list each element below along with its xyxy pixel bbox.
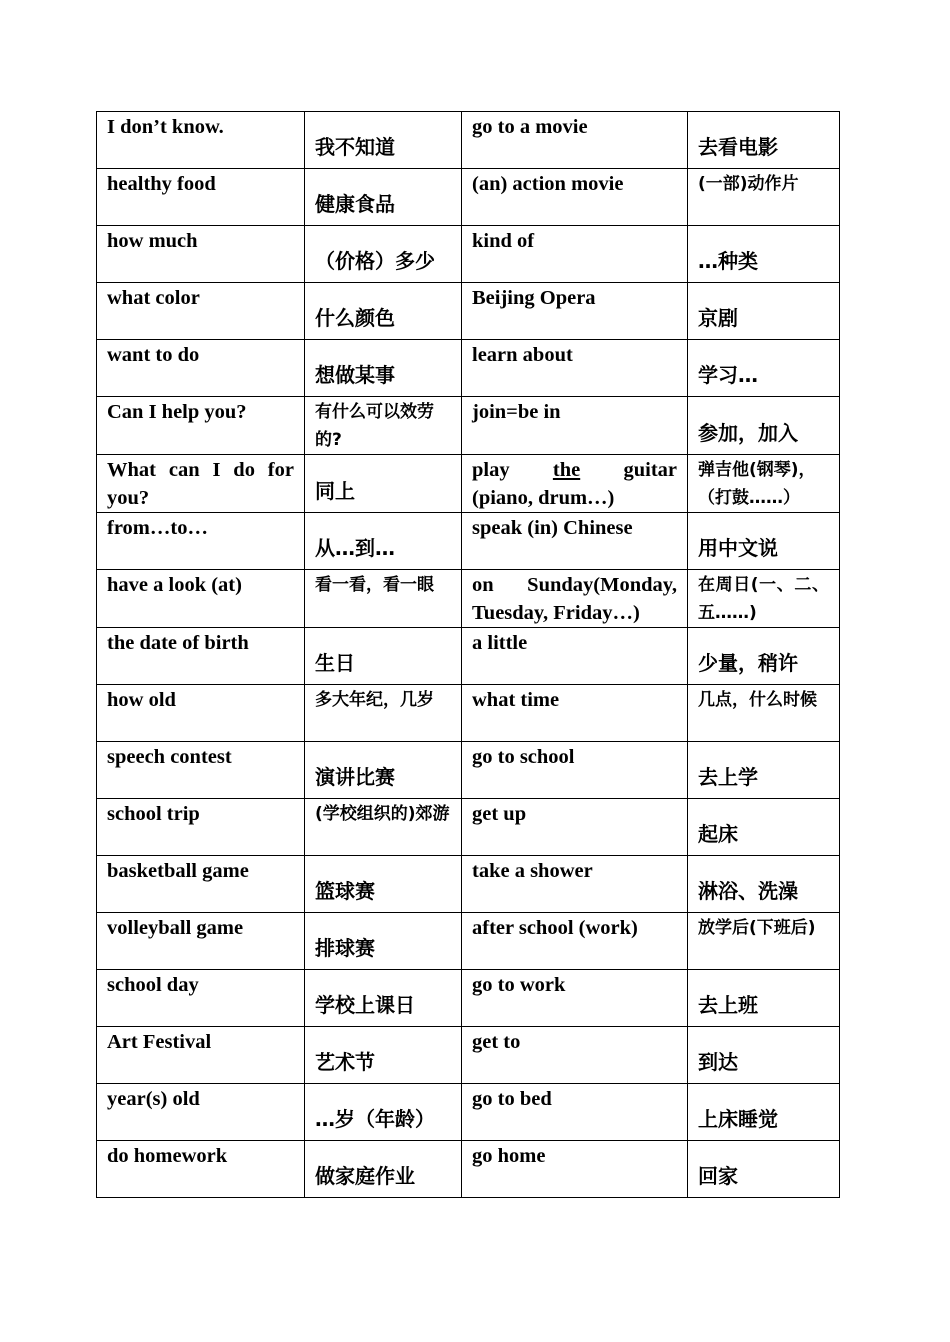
- english-phrase: take a shower: [462, 856, 688, 913]
- table-row: [97, 1141, 840, 1198]
- table-row: [97, 685, 840, 742]
- english-phrase: go to work: [462, 970, 688, 1027]
- chinese-meaning: 学习…: [688, 340, 840, 397]
- english-phrase: volleyball game: [97, 913, 305, 970]
- english-phrase-line: you?: [107, 487, 150, 509]
- english-phrase-line: [472, 456, 677, 484]
- table-row: [97, 455, 840, 513]
- english-phrase: do homework: [97, 1141, 305, 1198]
- chinese-meaning: 健康食品: [305, 169, 462, 226]
- english-phrase: what color: [97, 283, 305, 340]
- english-phrase: [462, 455, 688, 513]
- chinese-meaning: 回家: [688, 1141, 840, 1198]
- chinese-meaning: 去看电影: [688, 112, 840, 169]
- chinese-meaning: 篮球赛: [305, 856, 462, 913]
- chinese-meaning: 学校上课日: [305, 970, 462, 1027]
- chinese-meaning: 淋浴、洗澡: [688, 856, 840, 913]
- english-phrase: Can I help you?: [97, 397, 305, 455]
- english-phrase: what time: [462, 685, 688, 742]
- english-phrase: go to bed: [462, 1084, 688, 1141]
- chinese-meaning: 用中文说: [688, 513, 840, 570]
- table-row: [97, 799, 840, 856]
- english-phrase: have a look (at): [97, 570, 305, 628]
- table-row: [97, 970, 840, 1027]
- english-phrase: (an) action movie: [462, 169, 688, 226]
- table-row: [97, 283, 840, 340]
- english-phrase: school day: [97, 970, 305, 1027]
- table-row: [97, 570, 840, 628]
- chinese-meaning: 做家庭作业: [305, 1141, 462, 1198]
- chinese-meaning: 什么颜色: [305, 283, 462, 340]
- english-phrase-line: on Sunday(Monday,: [472, 574, 677, 596]
- english-phrase: learn about: [462, 340, 688, 397]
- english-phrase: year(s) old: [97, 1084, 305, 1141]
- chinese-meaning: 上床睡觉: [688, 1084, 840, 1141]
- english-phrase: [97, 455, 305, 513]
- english-phrase: the date of birth: [97, 628, 305, 685]
- chinese-meaning: (学校组织的)郊游: [305, 799, 462, 856]
- chinese-meaning: 起床: [688, 799, 840, 856]
- chinese-meaning: 在周日(一、二、五……): [688, 570, 840, 628]
- english-phrase: a little: [462, 628, 688, 685]
- english-phrase: speech contest: [97, 742, 305, 799]
- english-phrase: Art Festival: [97, 1027, 305, 1084]
- chinese-meaning: …岁（年龄）: [305, 1084, 462, 1141]
- chinese-meaning: (一部)动作片: [688, 169, 840, 226]
- chinese-meaning: 艺术节: [305, 1027, 462, 1084]
- chinese-meaning: …种类: [688, 226, 840, 283]
- english-phrase: get up: [462, 799, 688, 856]
- chinese-meaning: 我不知道: [305, 112, 462, 169]
- chinese-meaning: 排球赛: [305, 913, 462, 970]
- english-phrase-line: (piano, drum…): [472, 487, 615, 509]
- english-phrase: school trip: [97, 799, 305, 856]
- english-phrase: I don’t know.: [97, 112, 305, 169]
- chinese-meaning: 演讲比赛: [305, 742, 462, 799]
- english-phrase: [462, 570, 688, 628]
- chinese-meaning: 放学后(下班后): [688, 913, 840, 970]
- table-row: [97, 1027, 840, 1084]
- english-phrase: go to a movie: [462, 112, 688, 169]
- english-phrase: want to do: [97, 340, 305, 397]
- table-row: [97, 742, 840, 799]
- english-phrase: basketball game: [97, 856, 305, 913]
- table-row: [97, 856, 840, 913]
- chinese-meaning: 几点，什么时候: [688, 685, 840, 742]
- english-phrase-line: Tuesday, Friday…): [472, 602, 640, 624]
- english-phrase: healthy food: [97, 169, 305, 226]
- english-phrase: go home: [462, 1141, 688, 1198]
- chinese-meaning: 去上学: [688, 742, 840, 799]
- chinese-meaning: 少量，稍许: [688, 628, 840, 685]
- table-row: [97, 112, 840, 169]
- english-phrase: how much: [97, 226, 305, 283]
- table-row: [97, 1084, 840, 1141]
- english-phrase: kind of: [462, 226, 688, 283]
- english-phrase: from…to…: [97, 513, 305, 570]
- table-row: [97, 169, 840, 226]
- vocabulary-table: [96, 111, 840, 1198]
- chinese-meaning: （价格）多少: [305, 226, 462, 283]
- table-row: [97, 397, 840, 455]
- english-phrase: Beijing Opera: [462, 283, 688, 340]
- chinese-meaning: 弹吉他(钢琴)，（打鼓……）: [688, 455, 840, 513]
- table-row: [97, 913, 840, 970]
- table-row: [97, 513, 840, 570]
- underlined-word: the: [552, 459, 581, 481]
- chinese-meaning: 有什么可以效劳的?: [305, 397, 462, 455]
- english-phrase: speak (in) Chinese: [462, 513, 688, 570]
- table-row: [97, 226, 840, 283]
- english-phrase: get to: [462, 1027, 688, 1084]
- table-row: [97, 340, 840, 397]
- chinese-meaning: 去上班: [688, 970, 840, 1027]
- chinese-meaning: 参加，加入: [688, 397, 840, 455]
- table-row: [97, 628, 840, 685]
- chinese-meaning: 到达: [688, 1027, 840, 1084]
- chinese-meaning: 看一看，看一眼: [305, 570, 462, 628]
- english-phrase: join=be in: [462, 397, 688, 455]
- english-word: guitar: [623, 459, 677, 481]
- chinese-meaning: 多大年纪，几岁: [305, 685, 462, 742]
- chinese-meaning: 想做某事: [305, 340, 462, 397]
- chinese-meaning: 同上: [305, 455, 462, 513]
- english-phrase-line: What can I do for: [107, 459, 294, 481]
- english-phrase: how old: [97, 685, 305, 742]
- chinese-meaning: 生日: [305, 628, 462, 685]
- chinese-meaning: 从…到…: [305, 513, 462, 570]
- english-word: play: [472, 459, 510, 481]
- english-phrase: after school (work): [462, 913, 688, 970]
- chinese-meaning: 京剧: [688, 283, 840, 340]
- english-phrase: go to school: [462, 742, 688, 799]
